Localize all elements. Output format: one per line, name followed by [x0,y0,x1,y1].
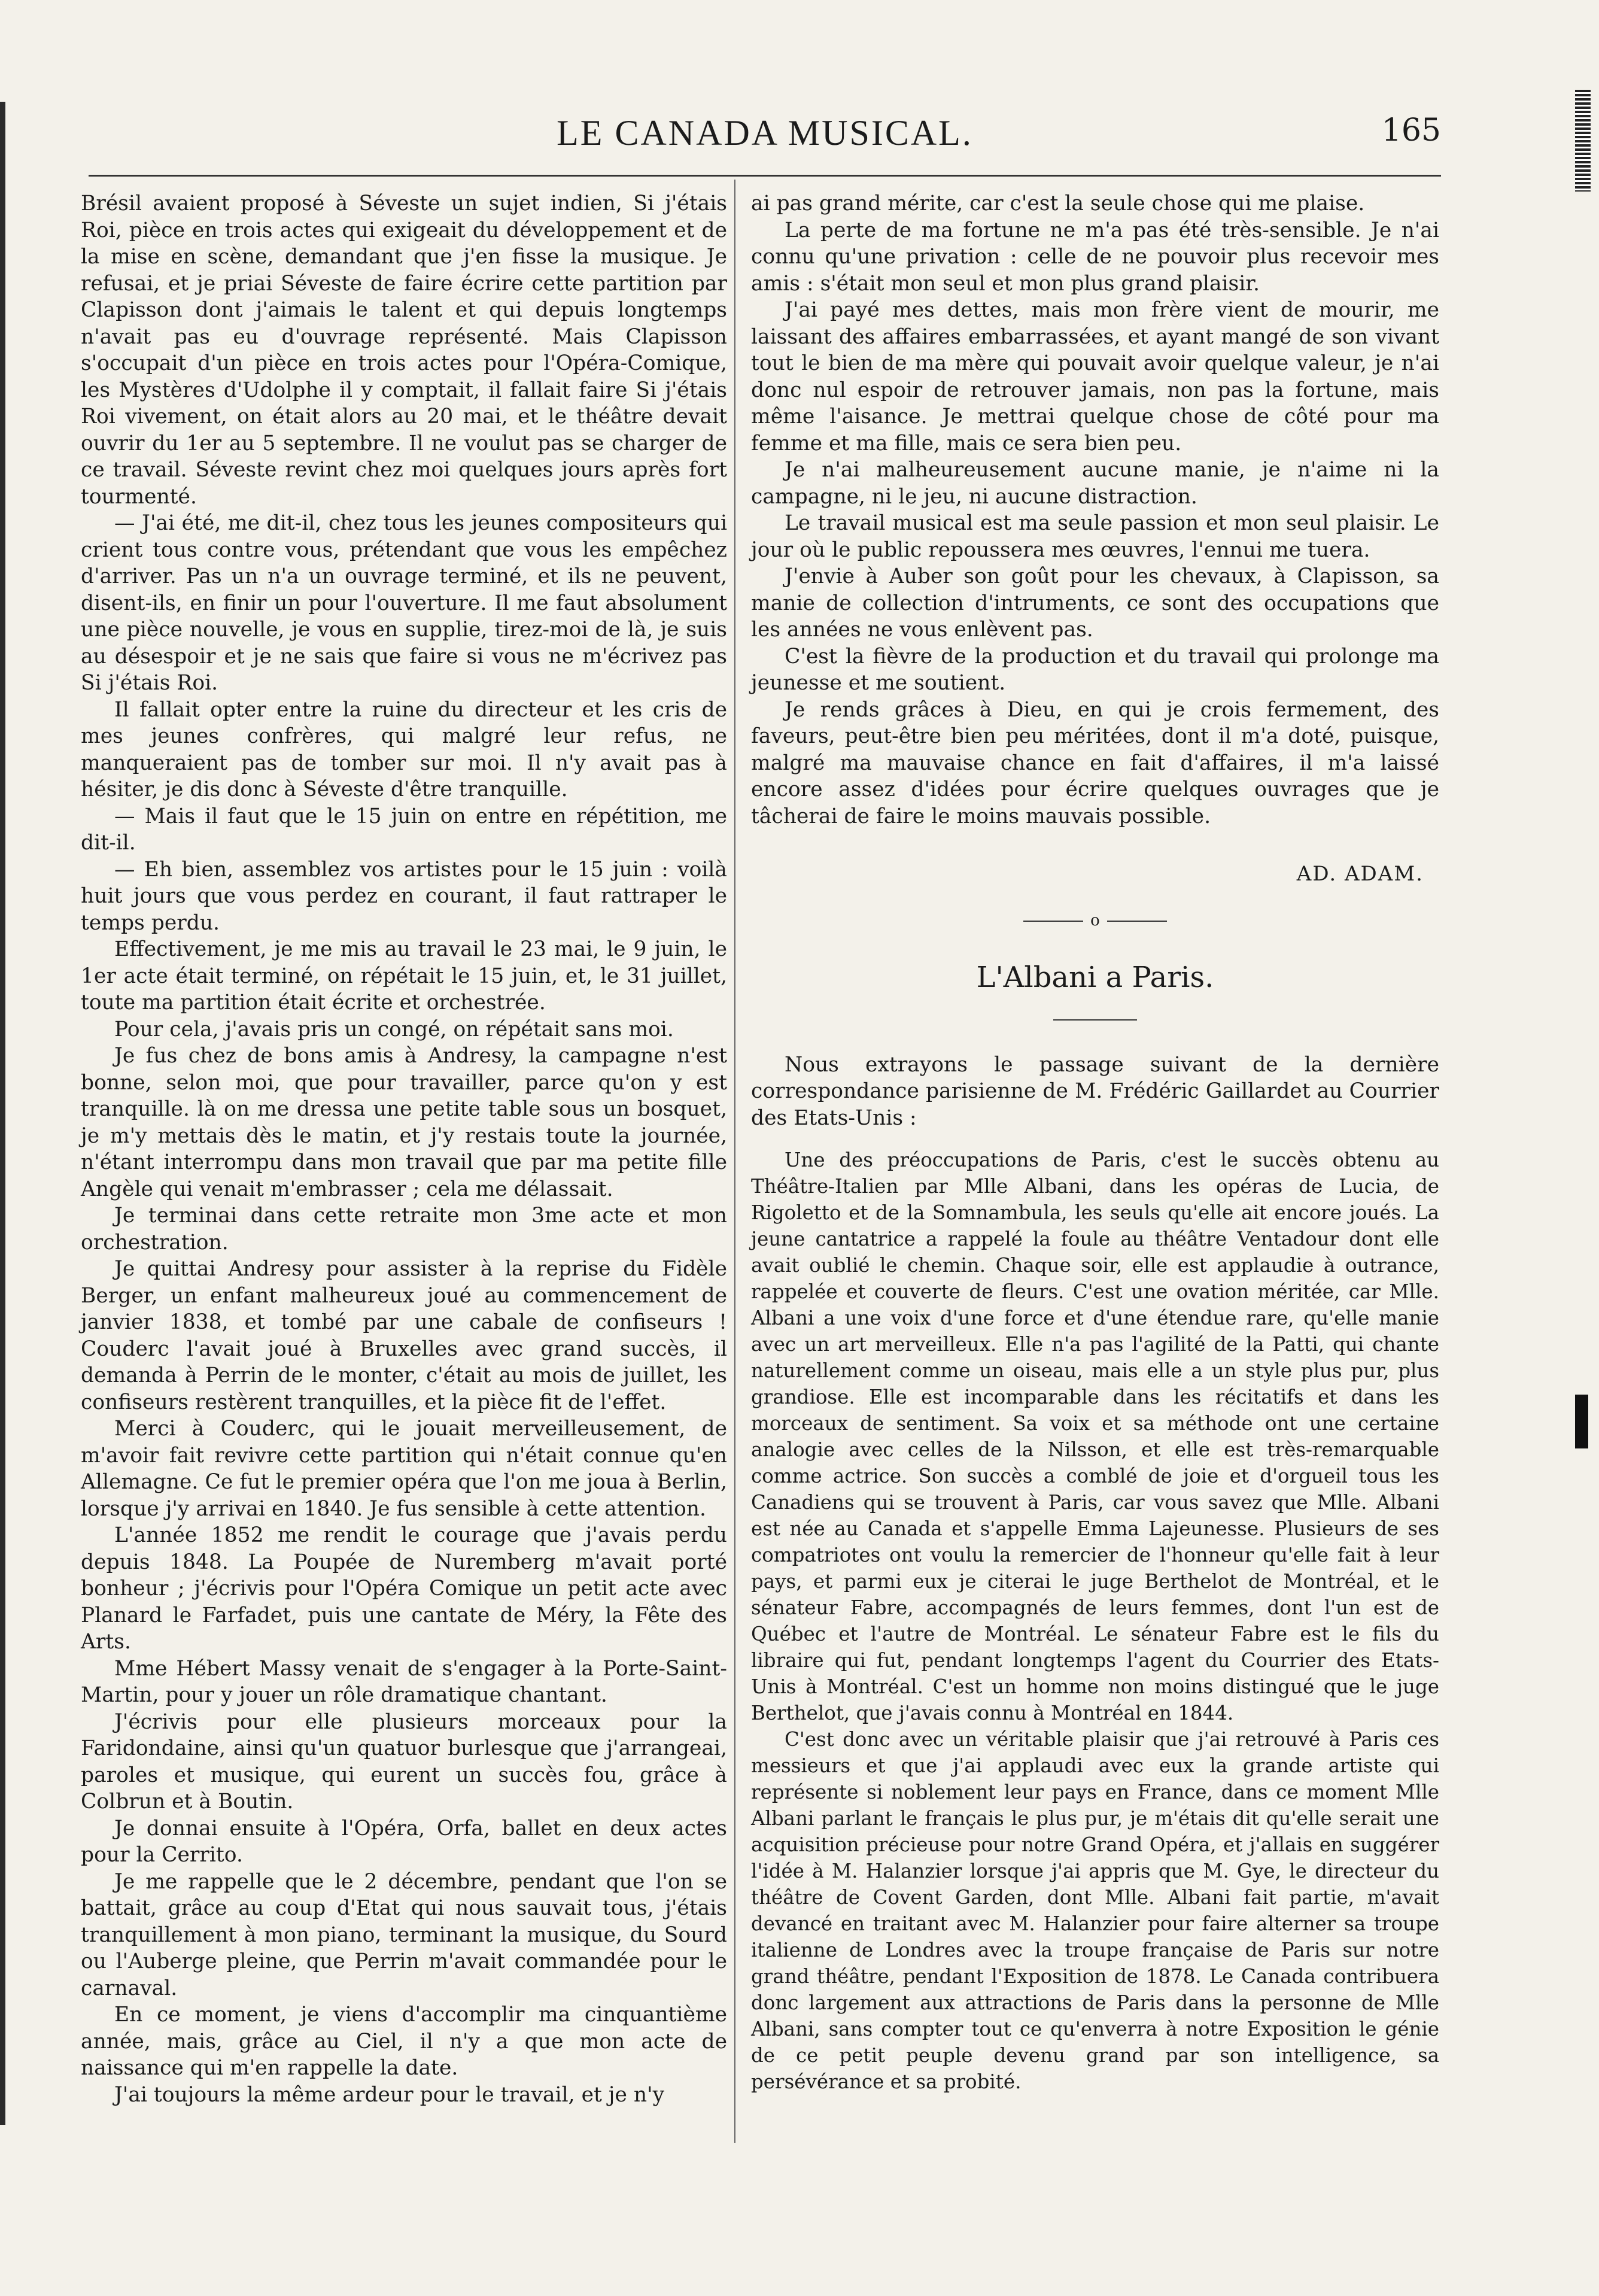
page-header [89,113,1441,166]
paragraph: En ce moment, je viens d'accomplir ma cinquantième année, mais, grâce au Ciel, il n'y a que mon acte de naissance qui m'en rappelle la date. [81,2003,727,2080]
paragraph: Pour cela, j'avais pris un congé, on répétait sans moi. [114,1017,674,1041]
scan-edge-block [1575,1395,1588,1448]
right-column [751,190,1439,2095]
paragraph: ai pas grand mérite, car c'est la seule chose qui me plaise. [751,192,1365,215]
paragraph: Je me rappelle que le 2 décembre, pendant que l'on se battait, grâce au coup d'Etat qui nous sauvait tous, j'étais tranquillement à mon piano, terminant la musique, du Sourd ou l'Auberge pleine, que Perrin m'avait commandée pour le carnaval. [81,1869,727,2000]
paragraph: — Eh bien, assemblez vos artistes pour le 15 juin : voilà huit jours que vous perdez en courant, il faut rattraper le temps perdu. [81,857,727,935]
left-column [81,190,727,2108]
title-rule [1053,1019,1137,1021]
paragraph: Le travail musical est ma seule passion et mon seul plaisir. Le jour où le public repoussera mes œuvres, l'ennui me tuera. [751,511,1439,562]
paragraph: J'ai payé mes dettes, mais mon frère vient de mourir, me laissant des affaires embarrassées, et ayant mangé de son vivant tout le bien de ma mère qui pouvait avoir quelque valeur, je n'ai donc nul espoir de retrouver jamais, non pas la fortune, mais même l'aisance. Je mettrai quelque chose de côté pour ma femme et ma fille, mais ce sera bien peu. [751,298,1439,455]
scan-edge-strip [1575,90,1591,192]
paragraph: La perte de ma fortune ne m'a pas été très-sensible. Je n'ai connu qu'une privation : celle de ne pouvoir plus recevoir mes amis : s'était mon seul et mon plus grand plaisir. [751,218,1439,296]
paragraph: L'année 1852 me rendit le courage que j'avais perdu depuis 1848. La Poupée de Nuremberg m'avait porté bonheur ; j'écrivis pour l'Opéra Comique un petit acte avec Planard le Farfadet, puis une cantate de Méry, la Fête des Arts. [81,1523,727,1654]
paragraph: J'écrivis pour elle plusieurs morceaux pour la Faridondaine, ainsi qu'un quatuor burlesque que j'arrangeai, paroles et musique, qui eurent un succès fou, grâce à Colbrun et à Boutin. [81,1709,727,1814]
paragraph: Il fallait opter entre la ruine du directeur et les cris de mes jeunes confrères, qui malgré leur refus, ne manqueraient pas de tomber sur moi. Il n'y avait pas à hésiter, je dis donc à Séveste d'être tranquille. [81,697,727,801]
paragraph: Effectivement, je me mis au travail le 23 mai, le 9 juin, le 1er acte était terminé, on répétait le 15 juin, et, le 31 juillet, toute ma partition était écrite et orchestrée. [81,937,727,1015]
paragraph: C'est donc avec un véritable plaisir que j'ai retrouvé à Paris ces messieurs et que j'ai applaudi avec eux la grande artiste qui représente si noblement leur pays en France, dans ce moment Mlle Albani parlant le français le plus pur, je m'étais dit qu'elle serait une acquisition précieuse pour notre Grand Opéra, et j'allais en suggérer l'idée à M. Halanzier lorsque j'ai appris que M. Gye, le directeur du théâtre de Covent Garden, dont Mlle. Albani fait partie, m'avait devancé en traitant avec M. Halanzier pour faire alterner sa troupe italienne de Londres avec la troupe française de Paris sur notre grand théâtre, pendant l'Exposition de 1878. Le Canada contribuera donc largement aux attractions de Paris dans la personne de Mlle Albani, sans compter tout ce qu'enverra à notre Exposition le génie de ce petit peuple devenu grand par son intelligence, sa persévérance et sa probité. [751,1728,1439,2093]
page-number: 165 [1381,113,1441,148]
paragraph: Mme Hébert Massy venait de s'engager à la Porte-Saint-Martin, pour y jouer un rôle dramatique chantant. [81,1656,727,1707]
paragraph: J'ai toujours la même ardeur pour le travail, et je n'y [114,2082,665,2107]
paragraph: Je quittai Andresy pour assister à la reprise du Fidèle Berger, un enfant malheureux joué au commencement de janvier 1838, et tombé par une cabale de confiseurs ! Couderc l'avait joué à Bruxelles avec grand succès, il demanda à Perrin de le monter, c'était au mois de juillet, les confiseurs restèrent tranquilles, et la pièce fit de l'effet. [81,1257,727,1414]
section-intro: Nous extrayons le passage suivant de la dernière correspondance parisienne de M. Frédéric Gaillardet au Courrier des Etats-Unis : [751,1052,1439,1130]
paragraph: Une des préoccupations de Paris, c'est le succès obtenu au Théâtre-Italien par Mlle Albani, dans les opéras de Lucia, de Rigoletto et de la Somnambula, les seuls qu'elle ait encore joués. La jeune cantatrice a rappelé la foule au théâtre Ventadour dont elle avait oublié le chemin. Chaque soir, elle est applaudie à outrance, rappelée et couverte de fleurs. C'est une ovation méritée, car Mlle. Albani a une voix d'une force et d'une étendue rare, qu'elle manie avec un art merveilleux. Elle n'a pas l'agilité de la Patti, qui chante naturellement comme un oiseau, mais elle a un style plus pur, plus grandiose. Elle est incomparable dans les récitatifs et dans les morceaux de sentiment. Sa voix et sa méthode ont une certaine analogie avec celles de la Nilsson, et elle est très-remarquable comme actrice. Son succès a comblé de joie et d'orgueil tous les Canadiens qui se trouvent à Paris, car vous savez que Mlle. Albani est née au Canada et s'appelle Emma Lajeunesse. Plusieurs de ses compatriotes ont voulu la remercier de l'honneur qu'elle fait à leur pays, et parmi eux je citerai le juge Berthelot de Montréal, et le sénateur Fabre, accompagnés de leurs femmes, dont l'un est de Québec et l'autre de Montréal. Le sénateur Fabre est le fils du libraire qui fut, pendant longtemps l'agent du Courrier des Etats-Unis à Montréal. C'est un homme non moins distingué que le juge Berthelot, que j'avais connu à Montréal en 1844. [751,1149,1439,1724]
paragraph: Merci à Couderc, qui le jouait merveilleusement, de m'avoir fait revivre cette partition qui n'était connue qu'en Allemagne. Ce fut le premier opéra que l'on me joua à Berlin, lorsque j'y arrivai en 1840. Je fus sensible à cette attention. [81,1417,727,1521]
section-separator: o [1011,912,1179,930]
section-title: L'Albani a Paris. [976,960,1214,994]
masthead-title: LE CANADA MUSICAL. [557,113,973,153]
paragraph: Je rends grâces à Dieu, en qui je crois fermement, des faveurs, peut-être bien peu méritées, dont il m'a doté, puisque, malgré ma mauvaise chance en fait d'affaires, il m'a laissé encore assez d'idées pour écrire quelques ouvrages que je tâcherai de faire le moins mauvais possible. [751,697,1439,828]
paragraph: — J'ai été, me dit-il, chez tous les jeunes compositeurs qui crient tous contre vous, prétendant que vous les empêchez d'arriver. Pas un n'a un ouvrage terminé, et ils ne peuvent, disent-ils, en finir un pour l'ouverture. Il me faut absolument une pièce nouvelle, je vous en supplie, tirez-moi de là, je suis au désespoir et je ne sais que faire si vous ne m'écrivez pas Si j'étais Roi. [81,511,727,695]
header-rule [89,175,1441,177]
paragraph: Je fus chez de bons amis à Andresy, la campagne n'est bonne, selon moi, que pour travailler, parce qu'on y est tranquille. là on me dressa une petite table sous un bosquet, je m'y mettais dès le matin, et j'y restais toute la journée, n'étant interrompu dans mon travail que par ma petite fille Angèle qui venait m'embrasser ; cela me délassait. [81,1044,727,1201]
paragraph: Brésil avaient proposé à Séveste un sujet indien, Si j'étais Roi, pièce en trois actes qui exigeait du développement et de la mise en scène, demandant que j'en fisse la musique. Je refusai, et je priai Séveste de faire écrire cette partition par Clapisson dont j'aimais le talent et qui depuis longtemps n'avait pas eu d'ouvrage représenté. Mais Clapisson s'occupait d'un pièce en trois actes pour l'Opéra-Comique, les Mystères d'Udolphe il y comptait, il fallait faire Si j'étais Roi vivement, on était alors au 20 mai, et le théâtre devait ouvrir du 1er au 5 septembre. Il ne voulut pas se charger de ce travail. Séveste revint chez moi quelques jours après fort tourmenté. [81,192,727,509]
paragraph: — Mais il faut que le 15 juin on entre en répétition, me dit-il. [81,804,727,855]
paragraph: Je donnai ensuite à l'Opéra, Orfa, ballet en deux actes pour la Cerrito. [81,1816,727,1867]
paragraph: Je terminai dans cette retraite mon 3me acte et mon orchestration. [81,1204,727,1255]
column-divider [734,180,735,2143]
paragraph: J'envie à Auber son goût pour les chevaux, à Clapisson, sa manie de collection d'intruments, ce sont des occupations que les années ne vous enlèvent pas. [751,564,1439,642]
author-signature: AD. ADAM. [1296,862,1424,886]
scan-edge-mark [0,102,5,2125]
paragraph: C'est la fièvre de la production et du travail qui prolonge ma jeunesse et me soutient. [751,644,1439,695]
paragraph: Je n'ai malheureusement aucune manie, je n'aime ni la campagne, ni le jeu, ni aucune distraction. [751,458,1439,509]
